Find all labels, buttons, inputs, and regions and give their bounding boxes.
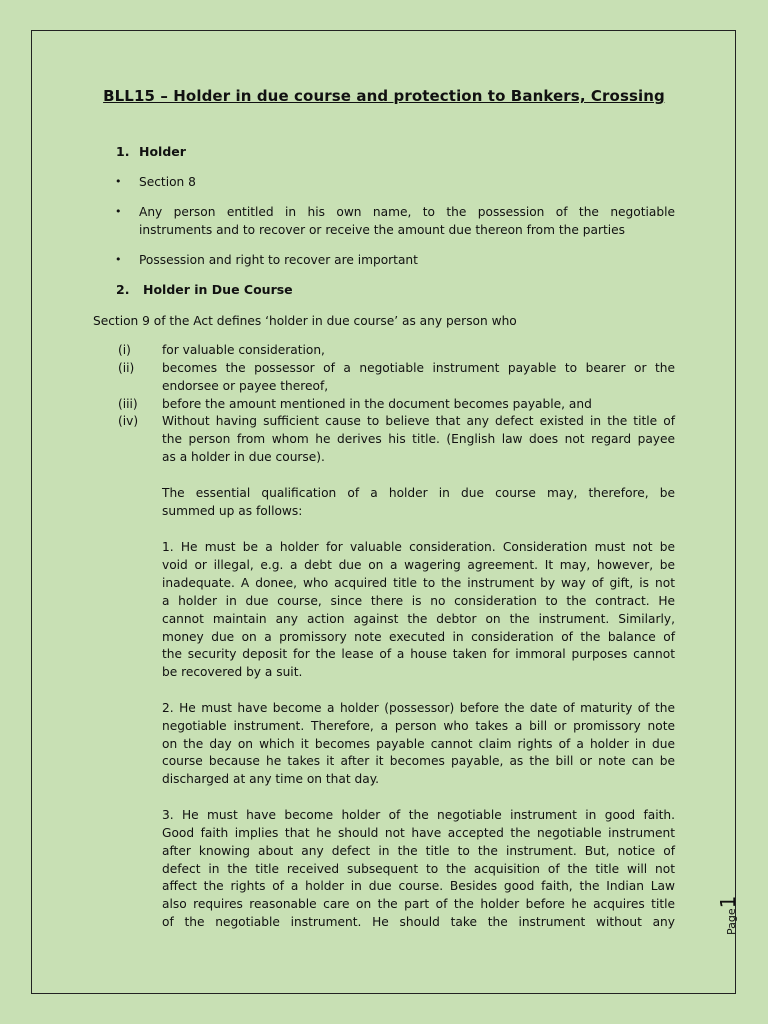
- point-2-line: 2. He must have become a holder (possessor) before the date of maturity of the: [162, 701, 675, 715]
- section-1-heading: Holder: [139, 144, 186, 159]
- item-text: the person from whom he derives his title. (English law does not regard payee: [162, 432, 675, 446]
- item-text: before the amount mentioned in the document becomes payable, and: [162, 397, 592, 411]
- section-1-bullet-2-line-1: Any person entitled in his own name, to the possession of the negotiable: [139, 205, 675, 219]
- point-1-line: money due on a promissory note executed in consideration of the balance of: [162, 630, 675, 644]
- para-intro-line: summed up as follows:: [162, 504, 303, 518]
- item-label: (iv): [118, 414, 139, 428]
- point-3-line: Good faith implies that he should not have accepted the negotiable instrument: [162, 826, 675, 840]
- point-2-line: on the day on which it becomes payable cannot claim rights of a holder in due: [162, 737, 675, 751]
- point-1-line: the security deposit for the lease of a house taken for immoral purposes cannot: [162, 647, 675, 661]
- item-label: (i): [118, 343, 131, 357]
- item-text: as a holder in due course).: [162, 450, 325, 464]
- section-1-number: 1.: [116, 144, 130, 159]
- item-label: (iii): [118, 397, 138, 411]
- page-word: Page: [725, 908, 738, 935]
- point-1-line: a holder in due course, since there is no consideration to the contract. He: [162, 594, 675, 608]
- section-1-bullet-1: Section 8: [139, 175, 196, 189]
- bullet-icon: •: [115, 205, 122, 218]
- point-1-line: 1. He must be a holder for valuable consideration. Consideration must not be: [162, 540, 675, 554]
- page-number-label: [716, 896, 740, 935]
- page-number: 1: [716, 895, 740, 909]
- document-title: BLL15 – Holder in due course and protection to Bankers, Crossing: [103, 87, 665, 105]
- item-text: for valuable consideration,: [162, 343, 325, 357]
- section-1-bullet-3: Possession and right to recover are important: [139, 253, 418, 267]
- point-3-line: 3. He must have become holder of the negotiable instrument in good faith.: [162, 808, 675, 822]
- bullet-icon: •: [115, 253, 122, 266]
- item-text: becomes the possessor of a negotiable instrument payable to bearer or the: [162, 361, 675, 375]
- point-1-line: be recovered by a suit.: [162, 665, 303, 679]
- point-3-line: affect the rights of a holder in due course. Besides good faith, the Indian Law: [162, 879, 675, 893]
- item-text: endorsee or payee thereof,: [162, 379, 329, 393]
- para-intro-line: The essential qualification of a holder in due course may, therefore, be: [162, 486, 675, 500]
- section-2-intro: Section 9 of the Act defines ‘holder in due course’ as any person who: [93, 314, 517, 328]
- point-2-line: discharged at any time on that day.: [162, 772, 380, 786]
- point-2-line: negotiable instrument. Therefore, a person who takes a bill or promissory note: [162, 719, 675, 733]
- section-2-heading: Holder in Due Course: [143, 282, 293, 297]
- point-2-line: course because he takes it after it becomes payable, as the bill or note can be: [162, 754, 675, 768]
- section-1-bullet-2-line-2: instruments and to recover or receive the amount due thereon from the parties: [139, 223, 625, 237]
- item-text: Without having sufficient cause to believe that any defect existed in the title of: [162, 414, 675, 428]
- point-1-line: cannot maintain any action against the debtor on the instrument. Similarly,: [162, 612, 675, 626]
- point-1-line: void or illegal, e.g. a debt due on a wagering agreement. It may, however, be: [162, 558, 675, 572]
- point-3-line: of the negotiable instrument. He should take the instrument without any: [162, 915, 675, 929]
- point-1-line: inadequate. A donee, who acquired title to the instrument by way of gift, is not: [162, 576, 675, 590]
- bullet-icon: •: [115, 175, 122, 188]
- point-3-line: defect in the title received subsequent to the acquisition of the title will not: [162, 862, 675, 876]
- point-3-line: after knowing about any defect in the title to the instrument. But, notice of: [162, 844, 675, 858]
- item-label: (ii): [118, 361, 135, 375]
- point-3-line: also requires reasonable care on the part of the holder before he acquires title: [162, 897, 675, 911]
- section-2-number: 2.: [116, 282, 130, 297]
